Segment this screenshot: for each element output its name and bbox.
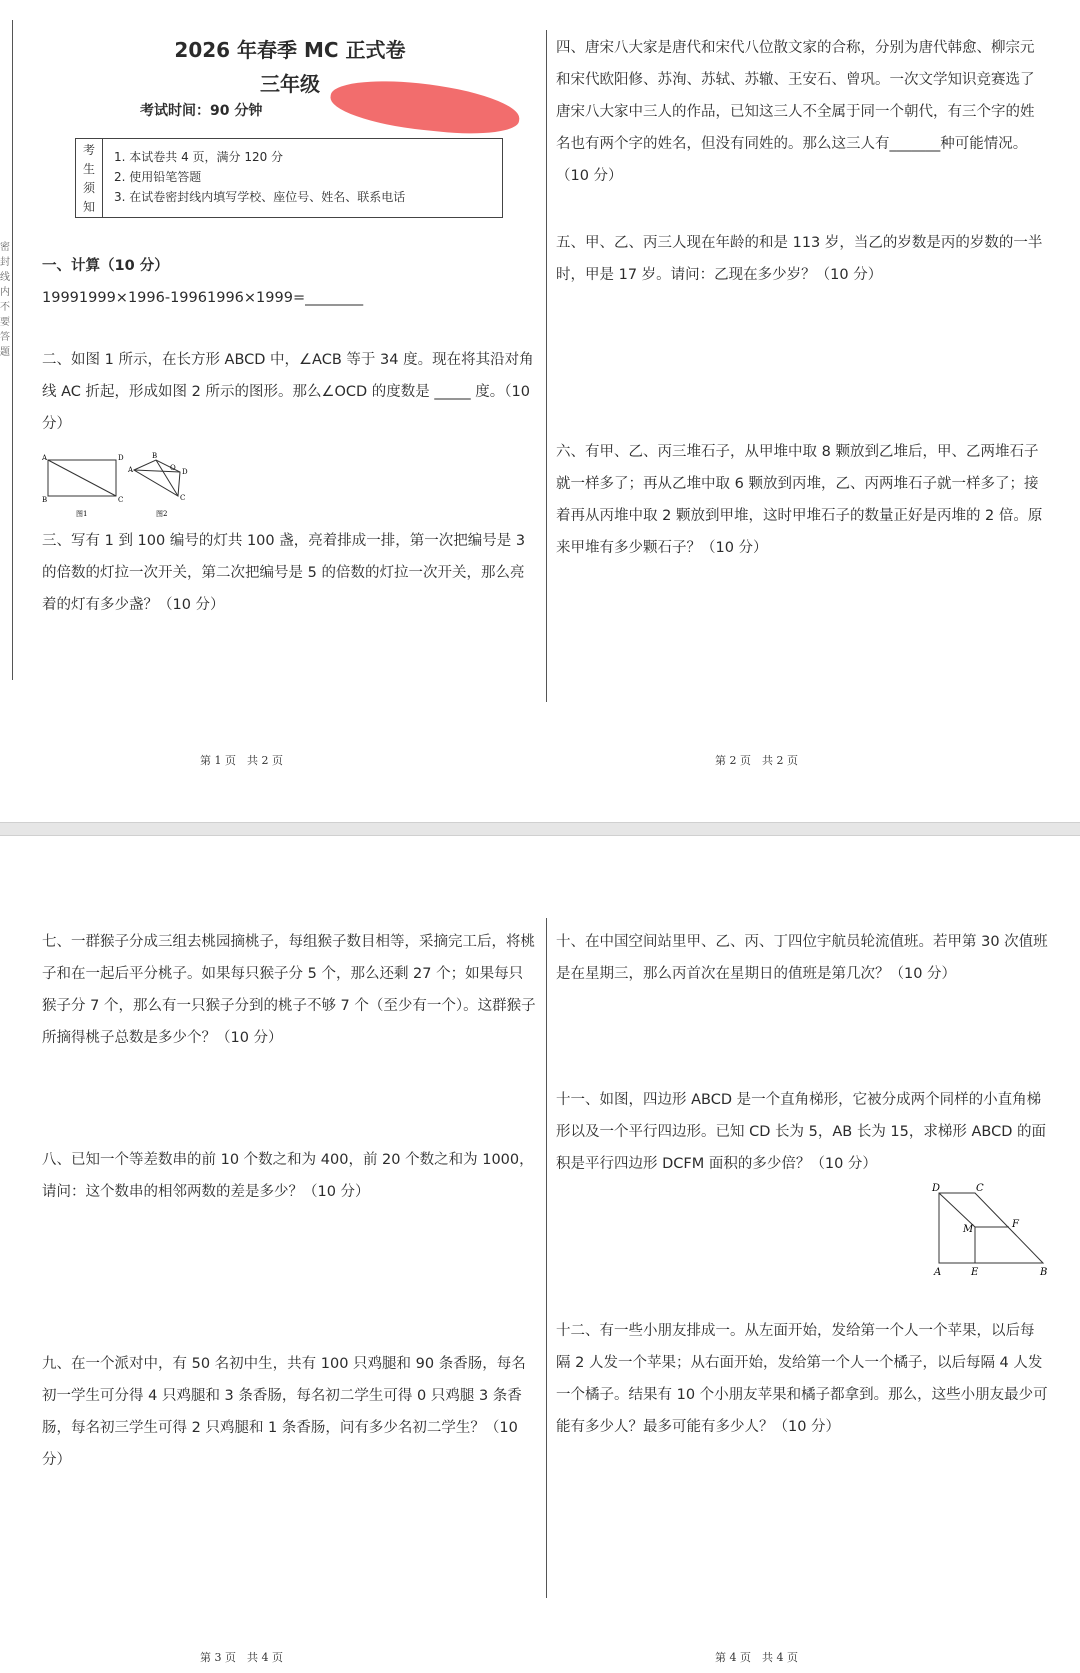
fig2-label: C xyxy=(180,494,186,502)
page4-footer: 第 4 页 共 4 页 xyxy=(715,1651,798,1664)
q9-text: 九、在一个派对中，有 50 名初中生，共有 100 只鸡腿和 90 条香肠，每名初一学生可分得 4 只鸡腿和 3 条香肠，每名初二学生可得 0 只鸡腿 3 条香肠，每名初三学生可得 2 只鸡腿和 1 条香肠，问有多少名初二学生？（10 分） xyxy=(42,1356,526,1468)
q5-block xyxy=(556,227,1048,291)
q1-expression: 19991999×1996-19961996×1999=________ xyxy=(42,290,364,306)
trap-label: C xyxy=(976,1183,984,1194)
notice-item: 3. 在试卷密封线内填写学校、座位号、姓名、联系电话 xyxy=(114,190,406,204)
q10-block xyxy=(556,926,1048,990)
q8-text: 八、已知一个等差数串的前 10 个数之和为 400，前 20 个数之和为 1000，请问：这个数串的相邻两数的差是多少？（10 分） xyxy=(42,1152,534,1200)
q9-block xyxy=(42,1348,537,1476)
exam-title: 2026 年春季 MC 正式卷 xyxy=(174,38,406,62)
trapezoid-figure xyxy=(920,1181,1060,1281)
candidate-notice-box xyxy=(75,138,503,218)
fig2-label: D xyxy=(182,468,188,476)
exam-grade: 三年级 xyxy=(260,72,320,96)
trap-label: E xyxy=(971,1267,979,1278)
page-divider xyxy=(546,918,547,1598)
fig1-caption: 图1 xyxy=(76,510,88,518)
exam-time: 考试时间：90 分钟 xyxy=(140,103,263,119)
q7-block xyxy=(42,926,537,1054)
q6-block xyxy=(556,436,1048,564)
q2-figures xyxy=(40,452,200,522)
q3-block xyxy=(42,525,537,621)
q2-text: 二、如图 1 所示，在长方形 ABCD 中，∠ACB 等于 34 度。现在将其沿对角线 AC 折起，形成如图 2 所示的图形。那么∠OCD 的度数是 _____ 度。（10 分） xyxy=(42,352,534,432)
redaction-mark xyxy=(328,74,522,140)
fig1-label: D xyxy=(118,454,124,462)
sheet-separator xyxy=(0,822,1080,836)
notice-label xyxy=(76,139,103,217)
figure-1 xyxy=(41,454,124,518)
trap-label: B xyxy=(1040,1267,1048,1278)
fig2-label: B xyxy=(152,452,158,460)
notice-label-text: 考生须知 xyxy=(83,143,96,214)
fig2-label: A xyxy=(128,466,134,474)
q3-text: 三、写有 1 到 100 编号的灯共 100 盏，亮着排成一排，第一次把编号是 3 的倍数的灯拉一次开关，第二次把编号是 5 的倍数的灯拉一次开关，那么亮着的灯有多少盏？（10 分） xyxy=(42,533,526,613)
q11-block xyxy=(556,1084,1048,1180)
exam-sheet-pages-3-4 xyxy=(0,836,1080,1673)
page3-footer: 第 3 页 共 4 页 xyxy=(200,1651,283,1664)
q4-block xyxy=(556,32,1048,192)
q10-text: 十、在中国空间站里甲、乙、丙、丁四位宇航员轮流值班。若甲第 30 次值班是在星期三，那么丙首次在星期日的值班是第几次？（10 分） xyxy=(556,934,1048,982)
seal-line-text: 密封线内不要答题 xyxy=(0,242,10,358)
trap-label: A xyxy=(934,1267,942,1278)
fig2-caption: 图2 xyxy=(156,510,168,518)
fig1-label: B xyxy=(42,496,48,504)
trap-label: D xyxy=(932,1183,941,1194)
notice-item: 2. 使用铅笔答题 xyxy=(114,170,202,184)
page2-footer: 第 2 页 共 2 页 xyxy=(715,754,798,767)
notice-items xyxy=(114,147,405,207)
q6-text: 六、有甲、乙、丙三堆石子，从甲堆中取 8 颗放到乙堆后，甲、乙两堆石子就一样多了；再从乙堆中取 6 颗放到丙堆，乙、丙两堆石子就一样多了；接着再从丙堆中取 2 颗放到甲堆，这时甲堆石子的数量正好是丙堆的 2 倍。原来甲堆有多少颗石子？（10 分） xyxy=(556,444,1043,556)
q8-block xyxy=(42,1144,537,1208)
fig2-label: O xyxy=(170,464,176,472)
trap-label: M xyxy=(963,1224,974,1235)
fig1-label: A xyxy=(42,454,48,462)
page-divider xyxy=(546,30,547,702)
page1-questions xyxy=(42,250,537,440)
q12-text: 十二、有一些小朋友排成一。从左面开始，发给第一个人一个苹果，以后每隔 2 人发一个苹果；从右面开始，发给第一个人一个橘子，以后每隔 4 人发一个橘子。结果有 10 个小朋友苹果和橘子都拿到。那么，这些小朋友最少可能有多少人？最多可能有多少人？（10 分） xyxy=(556,1323,1048,1435)
seal-line xyxy=(12,20,13,680)
figure-2 xyxy=(127,452,188,518)
q4-text: 四、唐宋八大家是唐代和宋代八位散文家的合称，分别为唐代韩愈、柳宗元和宋代欧阳修、苏洵、苏轼、苏辙、王安石、曾巩。一次文学知识竞赛选了唐宋八大家中三人的作品，已知这三人不全属于同一个朝代，有三个字的姓名也有两个字的姓名，但没有同姓的。那么这三人有_______种可能情况。（10 分） xyxy=(556,40,1035,184)
exam-sheet-pages-1-2 xyxy=(0,0,1080,822)
q11-text: 十一、如图，四边形 ABCD 是一个直角梯形，它被分成两个同样的小直角梯形以及一个平行四边形。已知 CD 长为 5，AB 长为 15，求梯形 ABCD 的面积是平行四边形 DCFM 面积的多少倍？（10 分） xyxy=(556,1092,1046,1172)
q12-block xyxy=(556,1315,1048,1443)
notice-item: 1. 本试卷共 4 页，满分 120 分 xyxy=(114,150,284,164)
fig1-label: C xyxy=(118,496,124,504)
trap-label: F xyxy=(1012,1219,1019,1230)
page1-footer: 第 1 页 共 2 页 xyxy=(200,754,283,767)
q5-text: 五、甲、乙、丙三人现在年龄的和是 113 岁，当乙的岁数是丙的岁数的一半时，甲是 17 岁。请问：乙现在多少岁？（10 分） xyxy=(556,235,1043,283)
q7-text: 七、一群猴子分成三组去桃园摘桃子，每组猴子数目相等，采摘完工后，将桃子和在一起后平分桃子。如果每只猴子分 5 个，那么还剩 27 个；如果每只猴子分 7 个，那么有一只猴子分到的桃子不够 7 个（至少有一个）。这群猴子所摘得桃子总数是多少个？（10 分） xyxy=(42,934,536,1046)
q1-title: 一、计算（10 分） xyxy=(42,258,169,274)
